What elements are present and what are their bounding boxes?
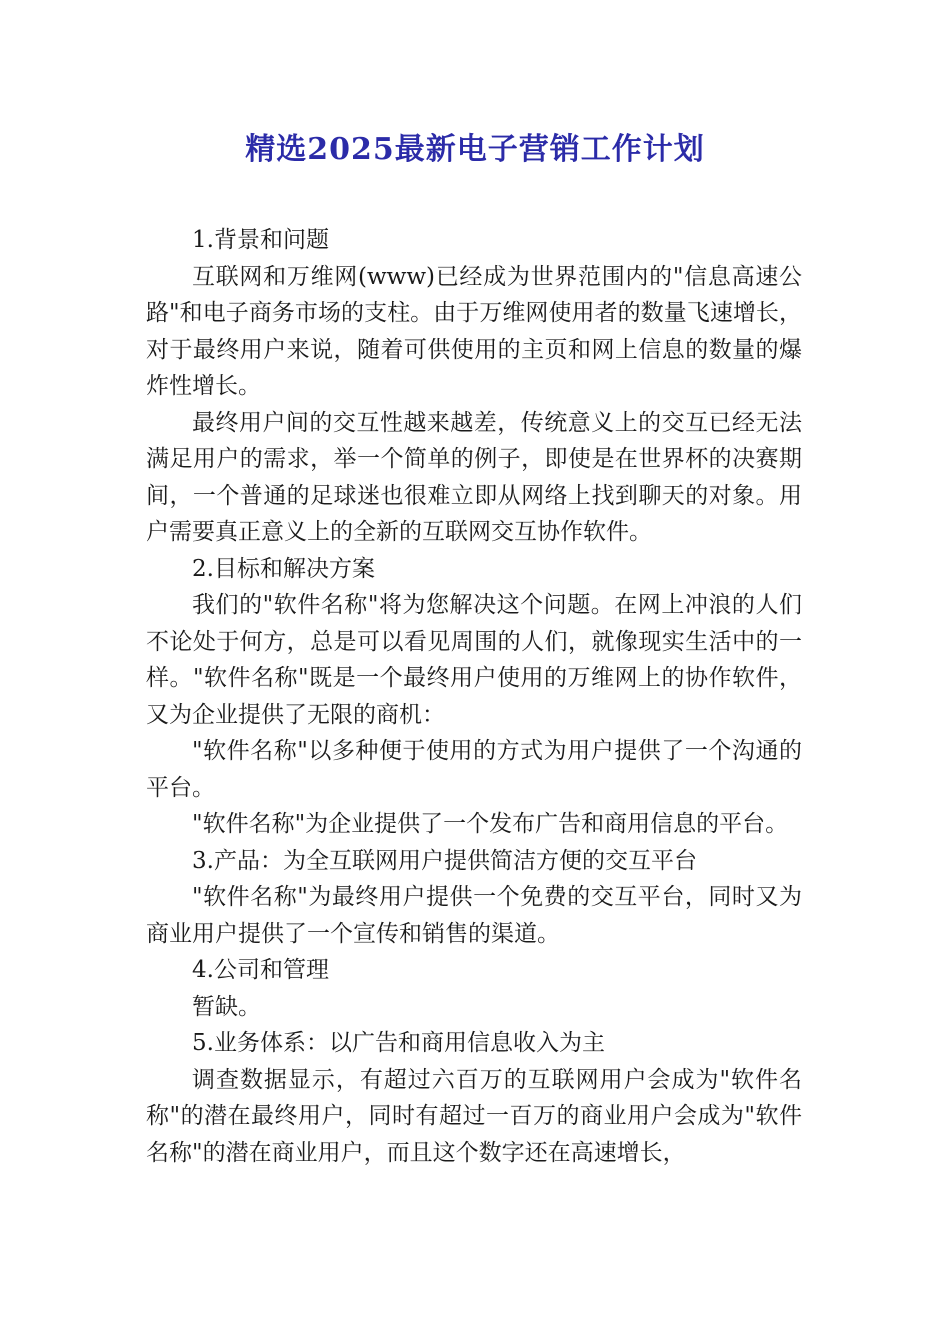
paragraph: 最终用户间的交互性越来越差，传统意义上的交互已经无法满足用户的需求，举一个简单的例子，即使是在世界杯的决赛期间，一个普通的足球迷也很难立即从网络上找到聊天的对象。用户需要真正意义上的全新的互联网交互协作软件。 xyxy=(146,409,802,545)
section-heading-company: 4.公司和管理 xyxy=(192,957,329,983)
paragraph: "软件名称"为最终用户提供一个免费的交互平台，同时又为商业用户提供了一个宣传和销售的渠道。 xyxy=(146,884,802,947)
section-heading-business: 5.业务体系：以广告和商用信息收入为主 xyxy=(192,1030,605,1056)
paragraph: 互联网和万维网(www)已经成为世界范围内的"信息高速公路"和电子商务市场的支柱。由于万维网使用者的数量飞速增长，对于最终用户来说，随着可供使用的主页和网上信息的数量的爆炸性增长。 xyxy=(146,263,802,399)
document-body xyxy=(146,222,802,1171)
paragraph: 调查数据显示，有超过六百万的互联网用户会成为"软件名称"的潜在最终用户，同时有超过一百万的商业用户会成为"软件名称"的潜在商业用户，而且这个数字还在高速增长， xyxy=(146,1066,802,1166)
paragraph: "软件名称"以多种便于使用的方式为用户提供了一个沟通的平台。 xyxy=(146,738,802,801)
paragraph: 暂缺。 xyxy=(192,993,261,1020)
paragraph: 我们的"软件名称"将为您解决这个问题。在网上冲浪的人们不论处于何方，总是可以看见周围的人们，就像现实生活中的一样。"软件名称"既是一个最终用户使用的万维网上的协作软件，又为企业提供了无限的商机： xyxy=(146,592,802,728)
section-heading-product: 3.产品：为全互联网用户提供简洁方便的交互平台 xyxy=(192,847,697,874)
section-heading-goals: 2.目标和解决方案 xyxy=(192,555,375,582)
document-title: 精选2025最新电子营销工作计划 xyxy=(245,132,705,167)
section-heading-background: 1.背景和问题 xyxy=(192,227,329,253)
paragraph: "软件名称"为企业提供了一个发布广告和商用信息的平台。 xyxy=(192,811,789,837)
